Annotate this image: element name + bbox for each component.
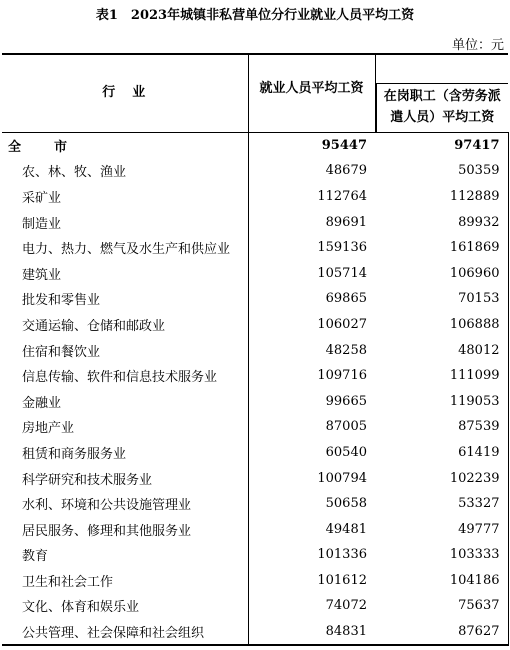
- table-title: 表1 2023年城镇非私营单位分行业就业人员平均工资: [95, 8, 415, 23]
- employee-wage-value: 97417: [375, 132, 508, 158]
- header-avg-wage: 就业人员平均工资: [248, 54, 375, 132]
- table-row: [2, 363, 508, 389]
- avg-wage-value: 95447: [321, 137, 367, 153]
- avg-wage-value: 106027: [317, 316, 367, 332]
- table-row: [2, 414, 508, 440]
- table-row: [2, 568, 508, 594]
- industry-name: 住宿和餐饮业: [2, 337, 248, 363]
- industry-name: 金融业: [2, 388, 248, 414]
- employee-wage-value: 102239: [375, 465, 508, 491]
- avg-wage-value: 74072: [325, 598, 367, 614]
- employee-wage-value: 103333: [375, 542, 508, 568]
- employee-wage-value: 112889: [375, 184, 508, 210]
- table-row: [2, 260, 508, 286]
- unit-label: 单位：元: [451, 38, 504, 53]
- avg-wage-value: 84831: [248, 619, 375, 646]
- total-row: [2, 132, 508, 158]
- industry-name: 文化、体育和娱乐业: [2, 593, 248, 619]
- industry-name: 电力、热力、燃气及水生产和供应业: [2, 235, 248, 261]
- industry-name: 科学研究和技术服务业: [2, 465, 248, 491]
- avg-wage-value: 48258: [325, 342, 367, 358]
- industry-name: 全 市: [2, 132, 248, 158]
- industry-name: 农、林、牧、渔业: [2, 158, 248, 184]
- header-row: [2, 54, 508, 132]
- employee-wage-value: 111099: [375, 363, 508, 389]
- employee-wage-value: 106960: [375, 260, 508, 286]
- avg-wage-value: 101612: [317, 572, 367, 588]
- avg-wage-value: 159136: [317, 240, 367, 256]
- employee-wage-value: 87627: [375, 619, 508, 646]
- avg-wage-value: 109716: [317, 368, 367, 384]
- header-employee-wage-box: [376, 83, 509, 132]
- employee-wage-value: 70153: [375, 286, 508, 312]
- table-row: [2, 619, 508, 646]
- avg-wage-value: 105714: [317, 265, 367, 281]
- industry-name: 居民服务、修理和其他服务业: [2, 516, 248, 542]
- table-row: [2, 158, 508, 184]
- table-row: [2, 286, 508, 312]
- avg-wage-value: 50658: [325, 496, 367, 512]
- industry-name: 房地产业: [2, 414, 248, 440]
- industry-name: 信息传输、软件和信息技术服务业: [2, 363, 248, 389]
- avg-wage-value: 89691: [325, 214, 367, 230]
- employee-wage-value: 119053: [375, 388, 508, 414]
- employee-wage-value: 53327: [375, 491, 508, 517]
- avg-wage-value: 60540: [325, 444, 367, 460]
- header-employee-wage: [375, 54, 508, 132]
- table-row: [2, 337, 508, 363]
- table-row: [2, 209, 508, 235]
- table-row: [2, 593, 508, 619]
- industry-name: 公共管理、社会保障和社会组织: [2, 619, 248, 646]
- table-row: [2, 491, 508, 517]
- employee-wage-value: 106888: [375, 312, 508, 338]
- employee-wage-value: 161869: [375, 235, 508, 261]
- industry-name: 水利、环境和公共设施管理业: [2, 491, 248, 517]
- table-row: [2, 516, 508, 542]
- industry-name: 制造业: [2, 209, 248, 235]
- table-row: [2, 465, 508, 491]
- employee-wage-value: 87539: [375, 414, 508, 440]
- employee-wage-value: 50359: [375, 158, 508, 184]
- table-row: [2, 542, 508, 568]
- employee-wage-value: 61419: [375, 440, 508, 466]
- employee-wage-value: 104186: [375, 568, 508, 594]
- employee-wage-value: 48012: [375, 337, 508, 363]
- avg-wage-value: 112764: [317, 188, 367, 204]
- avg-wage-value: 101336: [317, 547, 367, 563]
- industry-name: 交通运输、仓储和邮政业: [2, 312, 248, 338]
- industry-name: 采矿业: [2, 184, 248, 210]
- table-row: [2, 312, 508, 338]
- industry-name: 教育: [2, 542, 248, 568]
- avg-wage-value: 69865: [325, 291, 367, 307]
- avg-wage-value: 99665: [325, 393, 367, 409]
- table-row: [2, 388, 508, 414]
- employee-wage-value: 89932: [375, 209, 508, 235]
- header-employee-wage-line1: 在岗职工（含劳务派: [383, 89, 501, 105]
- avg-wage-value: 87005: [325, 419, 367, 435]
- industry-name: 租赁和商务服务业: [2, 440, 248, 466]
- industry-name: 批发和零售业: [2, 286, 248, 312]
- table-row: [2, 440, 508, 466]
- table-row: [2, 235, 508, 261]
- industry-name: 卫生和社会工作: [2, 568, 248, 594]
- header-employee-wage-line2: 遣人员）平均工资: [390, 109, 495, 125]
- avg-wage-value: 48679: [325, 163, 367, 179]
- header-industry: 行 业: [2, 54, 248, 132]
- employee-wage-value: 49777: [375, 516, 508, 542]
- table-row: [2, 184, 508, 210]
- avg-wage-value: 49481: [325, 521, 367, 537]
- employee-wage-value: 75637: [375, 593, 508, 619]
- avg-wage-value: 100794: [317, 470, 367, 486]
- wage-table: [2, 53, 509, 646]
- industry-name: 建筑业: [2, 260, 248, 286]
